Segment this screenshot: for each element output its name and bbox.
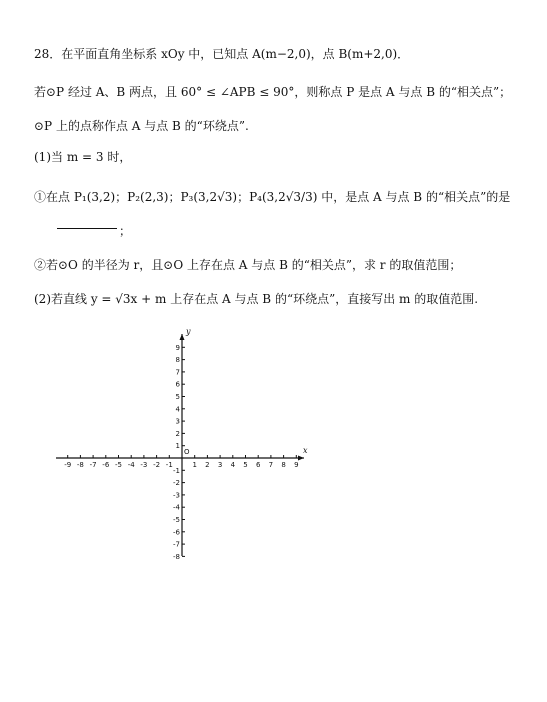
y-axis-arrow (180, 334, 185, 340)
y-axis-label: y (186, 327, 191, 336)
answer-blank-semicolon: ； (119, 224, 132, 238)
x-axis-label: x (303, 446, 308, 455)
x-tick-label: -2 (153, 461, 161, 469)
x-axis-arrow (298, 456, 304, 461)
problem-definition-surround-point: ⊙P 上的点称作点 A 与点 B 的“环绕点”. (34, 119, 249, 133)
y-tick-label: -1 (173, 466, 180, 475)
x-tick-label: 3 (217, 461, 223, 469)
y-tick-label: -8 (173, 552, 180, 561)
problem-definition-related-point: 若⊙P 经过 A、B 两点，且 60° ≤ ∠APB ≤ 90°，则称点 P 是点 A 与点 B 的“相关点”； (34, 85, 512, 99)
y-tick-label: -7 (173, 540, 180, 549)
y-tick-label: 7 (175, 368, 180, 377)
x-tick-label: 8 (281, 461, 286, 469)
y-tick-label: 8 (175, 356, 180, 365)
x-tick-label: 1 (192, 461, 197, 469)
x-tick-label: -3 (140, 461, 148, 469)
x-tick-label: -1 (165, 461, 173, 469)
y-tick-label: -5 (173, 516, 180, 524)
y-tick-label: 2 (175, 429, 180, 438)
y-tick-label: 3 (175, 417, 180, 426)
origin-label: O (184, 448, 190, 456)
x-tick-label: -8 (76, 461, 84, 469)
y-tick-label: -2 (173, 479, 180, 488)
part-1-question-2: ②若⊙O 的半径为 r，且⊙O 上存在点 A 与点 B 的“相关点”，求 r 的取值范围； (34, 258, 462, 272)
x-tick-label: -9 (64, 461, 72, 469)
y-tick-label: 1 (175, 442, 180, 451)
part-1-question-1: ①在点 P₁(3,2)；P₂(2,3)；P₃(3,2√3)；P₄(3,2√3/3) 中，是点 A 与点 B 的“相关点”的是 (34, 190, 511, 204)
x-tick-label: -5 (115, 461, 122, 469)
y-tick-label: 5 (175, 393, 180, 401)
x-tick-label: 9 (294, 461, 299, 469)
x-tick-label: 2 (205, 461, 210, 469)
y-tick-label: 9 (175, 343, 180, 352)
x-tick-label: -7 (89, 461, 97, 469)
y-tick-label: 4 (175, 405, 180, 414)
part-1-condition: (1)当 m = 3 时， (34, 150, 132, 164)
x-tick-label: 4 (230, 461, 236, 469)
x-tick-label: 7 (268, 461, 274, 469)
y-tick-label: 6 (175, 380, 180, 389)
x-tick-label: -4 (127, 461, 135, 469)
y-tick-label: -4 (173, 503, 180, 512)
y-tick-label: -3 (173, 491, 180, 500)
x-tick-label: 5 (243, 461, 248, 469)
y-tick-label: -6 (173, 528, 180, 537)
problem-statement-line1: 28．在平面直角坐标系 xOy 中，已知点 A(m−2,0)，点 B(m+2,0)． (34, 47, 410, 61)
part-2-question: (2)若直线 y = √3x + m 上存在点 A 与点 B 的“环绕点”，直接写出 m 的取值范围. (34, 292, 479, 306)
x-tick-label: -6 (102, 461, 110, 469)
x-tick-label: 6 (255, 461, 261, 469)
